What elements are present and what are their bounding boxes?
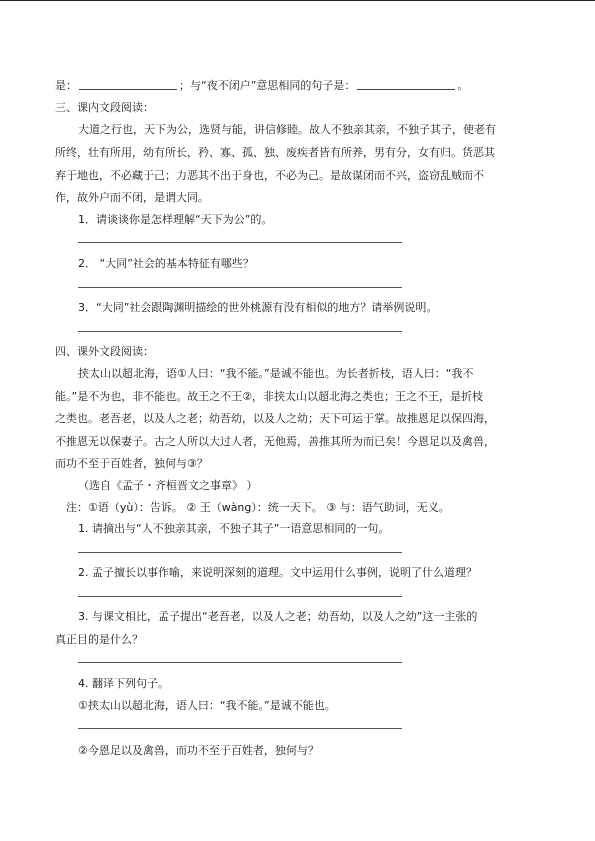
answer-line[interactable]	[78, 728, 402, 729]
section-3-question-1: 1．请谈谈你是怎样理解“天下为公”的。	[78, 213, 273, 226]
section-4-question-3-cont: 真正目的是什么？	[55, 633, 143, 646]
section-4-question-1: 1. 请摘出与“人不独亲其亲，不独子其子”一语意思相同的一句。	[78, 522, 390, 535]
translate-item-1: ①挟太山以超北海，语人曰：“我不能。”是诚不能也。	[78, 699, 336, 712]
answer-line[interactable]	[78, 287, 402, 288]
section-3-passage-line: 大道之行也，天下为公，选贤与能，讲信修睦。故人不独亲其亲，不独子其子，使老有	[78, 123, 496, 136]
footnote: 注：①语（yù）：告诉。 ② 王（wàng）：统一天下。 ③ 与：语气助词，无义。	[66, 501, 450, 514]
section-3-question-3: 3．“大同”社会跟陶渊明描绘的世外桃源有没有相似的地方？请举例说明。	[78, 301, 438, 314]
section-4-question-4: 4. 翻译下列句子。	[78, 677, 169, 690]
section-4-title: 四、课外文段阅读：	[55, 345, 154, 358]
section-3-passage-line: 所终，壮有所用，幼有所长，矜、寡、孤、独、废疾者皆有所养，男有分，女有归。货恶其	[55, 146, 495, 159]
section-4-question-2: 2. 孟子擅长以事作喻，来说明深刻的道理。文中运用什么事例，说明了什么道理？	[78, 566, 477, 579]
fill-label-1: 是：	[55, 79, 77, 92]
section-4-question-3: 3. 与课文相比，孟子提出“老吾老，以及人之老；幼吾幼，以及人之幼”这一主张的	[78, 610, 478, 623]
answer-line[interactable]	[78, 596, 402, 597]
answer-line[interactable]	[78, 331, 402, 332]
top-rule	[0, 0, 595, 1]
fill-label-3: 。	[457, 79, 469, 92]
fill-in-line	[55, 79, 468, 93]
answer-blank-1[interactable]	[79, 79, 177, 90]
section-3-title: 三、课内文段阅读：	[55, 101, 154, 114]
section-3-question-2: 2． “大同”社会的基本特征有哪些？	[78, 257, 254, 270]
section-3-passage-line: 作，故外户而不闭，是谓大同。	[55, 191, 209, 204]
fill-label-2: ；与“夜不闭户”意思相同的句子是：	[179, 79, 356, 92]
section-4-passage-line: 之类也。老吾老，以及人之老；幼吾幼，以及人之幼；天下可运于掌。故推恩足以保四海，	[55, 412, 495, 425]
translate-item-2: ②今恩足以及禽兽，而功不至于百姓者，独何与？	[78, 744, 319, 757]
answer-blank-2[interactable]	[357, 79, 455, 90]
section-4-passage-line: 挟太山以超北海，语①人曰：“我不能。”是诚不能也。为长者折枝，语人曰：“我不	[78, 367, 474, 380]
section-4-passage-line: 而功不至于百姓者，独何与③？	[55, 457, 208, 470]
section-4-passage-line: 能。”是不为也，非不能也。故王之不王②，非挟太山以超北海之类也；王之不王，是折枝	[55, 390, 484, 403]
answer-line[interactable]	[78, 662, 402, 663]
answer-line[interactable]	[78, 242, 402, 243]
answer-line[interactable]	[78, 552, 402, 553]
source-note: （选自《孟子・齐桓晋文之事章》 ）	[78, 479, 258, 492]
section-4-passage-line: 不推恩无以保妻子。古之人所以大过人者，无他焉，善推其所为而已矣！今恩足以及禽兽，	[55, 435, 495, 448]
section-3-passage-line: 弃于地也，不必藏于己；力恶其不出于身也，不必为己。是故谋闭而不兴，盗窃乱贼而不	[55, 169, 484, 182]
